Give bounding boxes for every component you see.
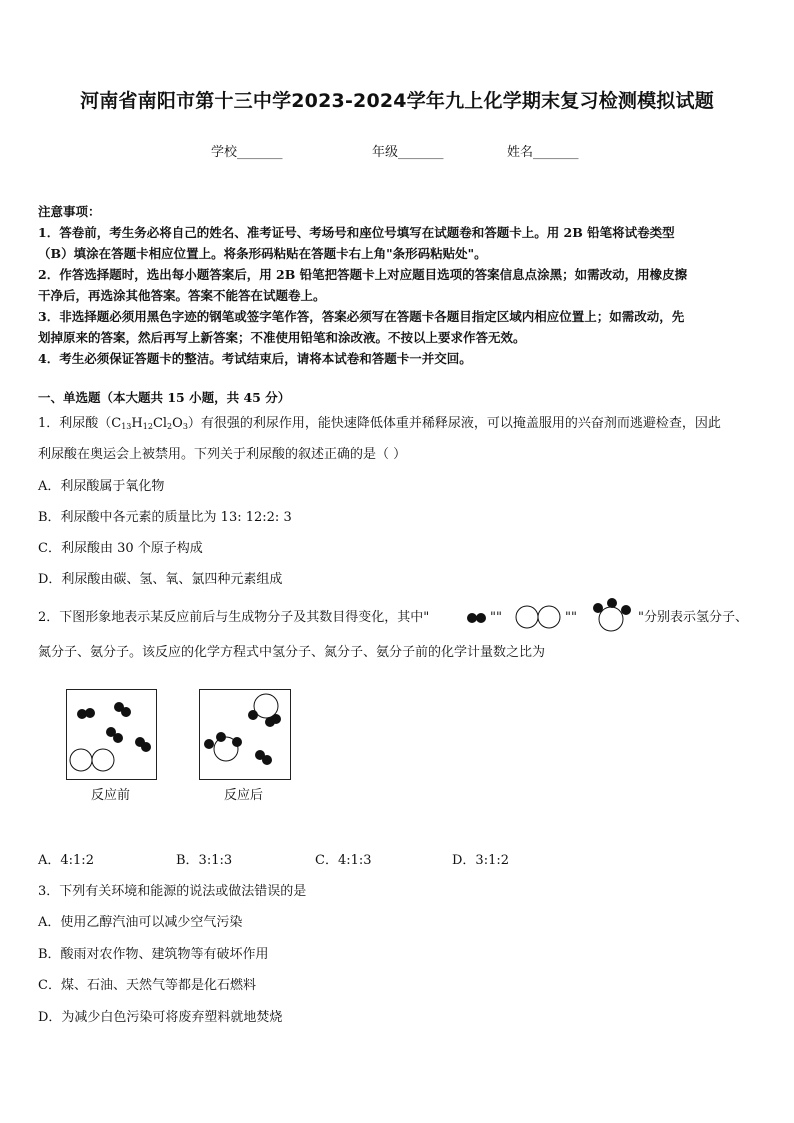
name-field[interactable]: 姓名_______ xyxy=(507,145,579,160)
q2-text-b: "" xyxy=(490,610,502,625)
ammonia-molecule-icon xyxy=(248,694,281,727)
q1-sub: 12 xyxy=(142,422,153,431)
q1-option-a[interactable]: A．利尿酸属于氧化物 xyxy=(38,479,165,494)
q1-option-c[interactable]: C．利尿酸由 30 个原子构成 xyxy=(38,541,203,556)
q1-sub: 13 xyxy=(121,422,132,431)
question-1-stem xyxy=(38,414,721,437)
notice-line: 2．作答选择题时，选出每小题答案后，用 2B 铅笔把答题卡上对应题目选项的答案信息点涂黑；如需改动，用橡皮擦 xyxy=(38,267,688,282)
before-reaction-molecules xyxy=(67,690,156,779)
q2-text-d: "分别表示氢分子、 xyxy=(638,610,748,625)
notice-line: 干净后，再选涂其他答案。答案不能答在试题卷上。 xyxy=(38,288,326,303)
q3-option-a[interactable]: A．使用乙醇汽油可以减少空气污染 xyxy=(38,915,243,930)
page-title: 河南省南阳市第十三中学2023-2024学年九上化学期末复习检测模拟试题 xyxy=(80,90,714,112)
q1-text: ）有很强的利尿作用，能快速降低体重并稀释尿液，可以掩盖服用的兴奋剂而逃避检查，因此 xyxy=(187,416,721,431)
hydrogen-molecule-icon xyxy=(135,737,151,752)
q2-option-c[interactable]: C．4:1:3 xyxy=(315,853,372,868)
q1-option-d[interactable]: D．利尿酸由碳、氢、氧、氯四种元素组成 xyxy=(38,572,283,587)
q1-option-b[interactable]: B．利尿酸中各元素的质量比为 13: 12:2: 3 xyxy=(38,510,292,525)
before-reaction-box xyxy=(66,689,157,780)
q2-option-d[interactable]: D．3:1:2 xyxy=(452,853,509,868)
notice-line: 1．答卷前，考生务必将自己的姓名、准考证号、考场号和座位号填写在试题卷和答题卡上。用 2B 铅笔将试卷类型 xyxy=(38,225,675,240)
q1-sub: 2 xyxy=(167,422,173,431)
q1-text: Cl xyxy=(152,416,168,431)
q2-stem-line2: 氮分子、氨分子。该反应的化学方程式中氢分子、氮分子、氨分子前的化学计量数之比为 xyxy=(38,645,546,660)
q2-option-b[interactable]: B．3:1:3 xyxy=(176,853,233,868)
ammonia-molecule-icon xyxy=(204,732,242,761)
section-heading: 一、单选题（本大题共 15 小题，共 45 分） xyxy=(38,390,291,405)
grade-field[interactable]: 年级_______ xyxy=(372,145,444,160)
question-1-stem-line2: 利尿酸在奥运会上被禁用。下列关于利尿酸的叙述正确的是（ ） xyxy=(38,447,407,462)
notice-heading: 注意事项： xyxy=(38,204,101,219)
question-3-stem: 3．下列有关环境和能源的说法或做法错误的是 xyxy=(38,884,307,899)
q1-sub: 3 xyxy=(182,422,188,431)
q1-text: H xyxy=(131,416,143,431)
before-reaction-label: 反应前 xyxy=(91,788,131,803)
q2-option-a[interactable]: A．4:1:2 xyxy=(38,853,94,868)
notice-line: 4．考生必须保证答题卡的整洁。考试结束后，请将本试卷和答题卡一并交回。 xyxy=(38,351,472,366)
school-field[interactable]: 学校_______ xyxy=(211,145,283,160)
hydrogen-molecule-icon xyxy=(466,612,490,624)
hydrogen-molecule-icon xyxy=(255,750,272,765)
notice-line: 3．非选择题必须用黑色字迹的钢笔或签字笔作答，答案必须写在答题卡各题目指定区域内相应位置上；如需改动，先 xyxy=(38,309,685,324)
ammonia-molecule-icon xyxy=(590,598,636,634)
hydrogen-molecule-icon xyxy=(114,702,131,717)
after-reaction-label: 反应后 xyxy=(224,788,264,803)
q2-text-a: 2．下图形象地表示某反应前后与生成物分子及其数目得变化，其中" xyxy=(38,610,430,625)
hydrogen-molecule-icon xyxy=(77,708,95,719)
q2-text-c: "" xyxy=(565,610,577,625)
notice-line: 划掉原来的答案，然后再写上新答案；不准使用铅笔和涂改液。不按以上要求作答无效。 xyxy=(38,330,526,345)
q3-option-c[interactable]: C．煤、石油、天然气等都是化石燃料 xyxy=(38,978,256,993)
nitrogen-molecule-icon xyxy=(70,749,114,771)
q3-option-d[interactable]: D．为减少白色污染可将废弃塑料就地焚烧 xyxy=(38,1010,283,1025)
after-reaction-molecules xyxy=(200,690,290,779)
q3-option-b[interactable]: B．酸雨对农作物、建筑物等有破坏作用 xyxy=(38,947,269,962)
hydrogen-molecule-icon xyxy=(106,727,123,743)
after-reaction-box xyxy=(199,689,291,780)
q1-text: O xyxy=(172,416,183,431)
nitrogen-molecule-icon xyxy=(515,605,563,631)
q1-text: 1．利尿酸（C xyxy=(38,416,122,431)
notice-line: （B）填涂在答题卡相应位置上。将条形码粘贴在答题卡右上角"条形码粘贴处"。 xyxy=(38,246,487,261)
